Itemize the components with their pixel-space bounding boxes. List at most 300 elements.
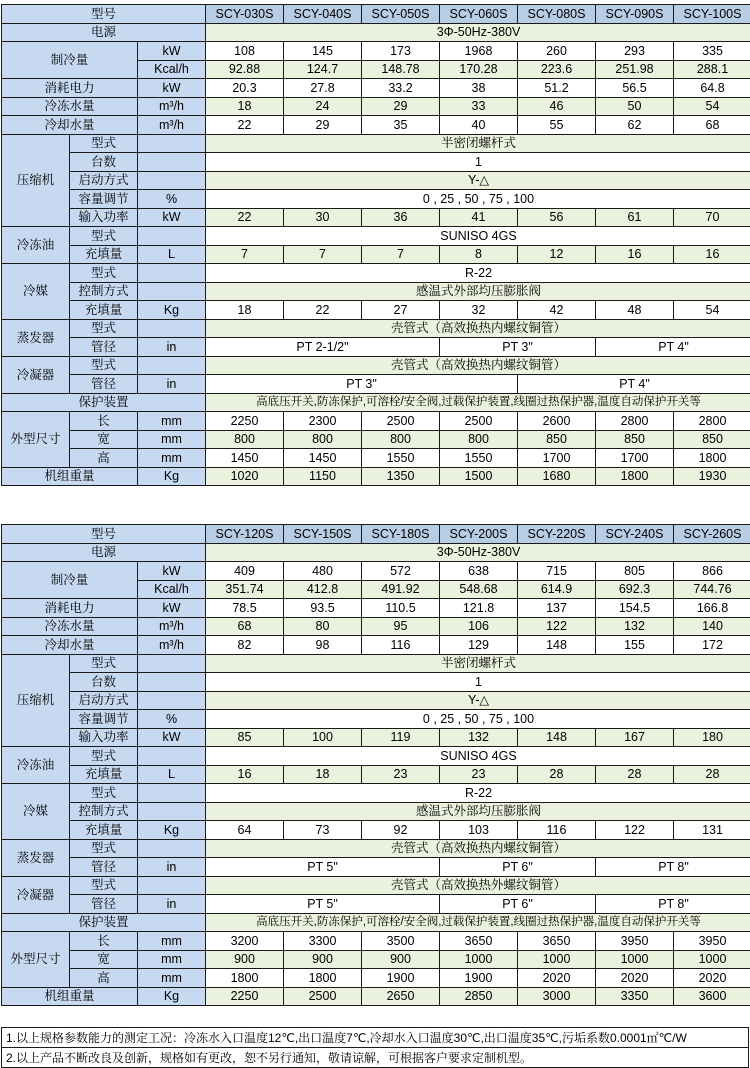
value-cell: 24 <box>284 97 362 116</box>
unit-cell: in <box>138 375 206 394</box>
row-label: 控制方式 <box>70 282 138 301</box>
model-name: SCY-180S <box>362 525 440 544</box>
value-cell: 800 <box>362 430 440 449</box>
value-cell: 480 <box>284 562 362 581</box>
table-row <box>2 227 750 246</box>
row-label: 高 <box>70 969 138 988</box>
group-label: 压缩机 <box>2 654 70 747</box>
unit-cell: Kg <box>138 467 206 486</box>
unit-cell: % <box>138 710 206 729</box>
unit-cell: mm <box>138 969 206 988</box>
row-label: 冷却水量 <box>2 116 138 135</box>
value-cell: 85 <box>206 728 284 747</box>
row-label: 机组重量 <box>2 467 138 486</box>
unit-cell: m³/h <box>138 116 206 135</box>
value-cell: 900 <box>362 950 440 969</box>
table-row <box>2 691 750 710</box>
value-cell: 744.76 <box>674 580 750 599</box>
value-cell: 23 <box>440 765 518 784</box>
unit-cell: L <box>138 765 206 784</box>
value-cell: 1000 <box>518 950 596 969</box>
row-label: 型式 <box>70 876 138 895</box>
value-cell: R-22 <box>206 264 750 283</box>
unit-cell: Kg <box>138 301 206 320</box>
model-name: SCY-100S <box>674 5 750 24</box>
model-name: SCY-150S <box>284 525 362 544</box>
value-cell: 51.2 <box>518 79 596 98</box>
value-cell: 2300 <box>284 412 362 431</box>
value-cell: 3000 <box>518 987 596 1006</box>
value-cell: 409 <box>206 562 284 581</box>
value-cell: Y-△ <box>206 171 750 190</box>
row-label: 消耗电力 <box>2 599 138 618</box>
value-cell: 2600 <box>518 412 596 431</box>
row-label: 型式 <box>70 654 138 673</box>
value-cell: 54 <box>674 97 750 116</box>
unit-cell: Kg <box>138 987 206 1006</box>
row-label: 宽 <box>70 430 138 449</box>
unit-cell: L <box>138 245 206 264</box>
value-cell: 3350 <box>596 987 674 1006</box>
value-cell: 33 <box>440 97 518 116</box>
unit-cell <box>138 802 206 821</box>
table-row <box>2 932 750 951</box>
table-row <box>2 543 750 562</box>
table-row <box>2 412 750 431</box>
unit-cell <box>138 784 206 803</box>
table-row <box>2 747 750 766</box>
value-cell: 41 <box>440 208 518 227</box>
value-cell: 7 <box>284 245 362 264</box>
value-cell: 2500 <box>440 412 518 431</box>
value-cell: 335 <box>674 42 750 61</box>
value-cell: 28 <box>674 765 750 784</box>
row-label: 型式 <box>70 839 138 858</box>
unit-cell: mm <box>138 449 206 468</box>
value-cell: 1930 <box>674 467 750 486</box>
row-label: 保护装置 <box>2 393 206 412</box>
value-cell: 2650 <box>362 987 440 1006</box>
value-cell: 100 <box>284 728 362 747</box>
notes-table <box>1 1027 749 1068</box>
model-name: SCY-060S <box>440 5 518 24</box>
unit-cell: kW <box>138 42 206 61</box>
row-label: 长 <box>70 932 138 951</box>
row-label: 管径 <box>70 858 138 877</box>
model-header: 型号 <box>2 525 206 544</box>
value-cell: 1450 <box>284 449 362 468</box>
value-cell: 20.3 <box>206 79 284 98</box>
value-cell: 572 <box>362 562 440 581</box>
value-cell: 0 , 25 , 50 , 75 , 100 <box>206 190 750 209</box>
unit-cell: Kcal/h <box>138 60 206 79</box>
row-label: 型式 <box>70 784 138 803</box>
value-cell: 1700 <box>596 449 674 468</box>
model-name: SCY-240S <box>596 525 674 544</box>
model-name: SCY-050S <box>362 5 440 24</box>
table-row <box>2 356 750 375</box>
value-cell: 62 <box>596 116 674 135</box>
unit-cell: mm <box>138 412 206 431</box>
value-cell: 40 <box>440 116 518 135</box>
value-cell: 壳管式（高效换热外螺纹铜管） <box>206 876 750 895</box>
model-name: SCY-080S <box>518 5 596 24</box>
value-cell: 2850 <box>440 987 518 1006</box>
value-cell: 壳管式（高效换热内螺纹铜管） <box>206 356 750 375</box>
value-cell: 132 <box>440 728 518 747</box>
value-cell: 108 <box>206 42 284 61</box>
value-cell: 1800 <box>284 969 362 988</box>
value-cell: 110.5 <box>362 599 440 618</box>
value-cell: 3650 <box>518 932 596 951</box>
unit-cell: in <box>138 338 206 357</box>
table-row <box>2 301 750 320</box>
value-cell: 1350 <box>362 467 440 486</box>
value-cell: 1800 <box>596 467 674 486</box>
unit-cell <box>138 654 206 673</box>
table-row <box>2 839 750 858</box>
unit-cell: m³/h <box>138 97 206 116</box>
row-label: 控制方式 <box>70 802 138 821</box>
value-cell: 170.28 <box>440 60 518 79</box>
value-cell: 2250 <box>206 987 284 1006</box>
value-cell: 70 <box>674 208 750 227</box>
value-cell: 18 <box>206 301 284 320</box>
value-cell: 感温式外部均压膨胀阀 <box>206 802 750 821</box>
value-cell: SUNISO 4GS <box>206 747 750 766</box>
unit-cell <box>138 264 206 283</box>
value-cell: 1900 <box>440 969 518 988</box>
value-cell: 900 <box>206 950 284 969</box>
row-label: 机组重量 <box>2 987 138 1006</box>
value-cell: 122 <box>596 821 674 840</box>
group-label: 蒸发器 <box>2 839 70 876</box>
value-cell: 50 <box>596 97 674 116</box>
unit-cell <box>138 227 206 246</box>
value-cell: 800 <box>284 430 362 449</box>
model-name: SCY-220S <box>518 525 596 544</box>
unit-cell: kW <box>138 599 206 618</box>
value-cell: 23 <box>362 765 440 784</box>
row-label: 充填量 <box>70 245 138 264</box>
table-row <box>2 338 750 357</box>
table-row <box>2 784 750 803</box>
value-cell: 805 <box>596 562 674 581</box>
model-header: 型号 <box>2 5 206 24</box>
value-cell: 223.6 <box>518 60 596 79</box>
group-label: 蒸发器 <box>2 319 70 356</box>
value-cell: 900 <box>284 950 362 969</box>
unit-cell: kW <box>138 79 206 98</box>
value-cell: 感温式外部均压膨胀阀 <box>206 282 750 301</box>
table-row <box>2 765 750 784</box>
value-cell: PT 2-1/2" <box>206 338 440 357</box>
row-label: 长 <box>70 412 138 431</box>
value-cell: 1550 <box>362 449 440 468</box>
table-row <box>2 467 750 486</box>
table-row <box>2 430 750 449</box>
value-cell: 3950 <box>596 932 674 951</box>
value-cell: 3300 <box>284 932 362 951</box>
value-cell: 614.9 <box>518 580 596 599</box>
table-row <box>2 821 750 840</box>
row-label: 保护装置 <box>2 913 206 932</box>
value-cell: 56.5 <box>596 79 674 98</box>
model-name: SCY-120S <box>206 525 284 544</box>
value-cell: 148.78 <box>362 60 440 79</box>
value-cell: 140 <box>674 617 750 636</box>
row-label: 型式 <box>70 319 138 338</box>
value-cell: PT 6" <box>440 895 596 914</box>
value-cell: 1900 <box>362 969 440 988</box>
value-cell: 64 <box>206 821 284 840</box>
table-row <box>2 134 750 153</box>
unit-cell <box>138 839 206 858</box>
value-cell: 122 <box>518 617 596 636</box>
value-cell: 293 <box>596 42 674 61</box>
value-cell: 148 <box>518 636 596 655</box>
unit-cell: in <box>138 858 206 877</box>
table-row <box>2 987 750 1006</box>
row-label: 冷冻水量 <box>2 617 138 636</box>
unit-cell <box>138 282 206 301</box>
value-cell: 850 <box>674 430 750 449</box>
group-label: 压缩机 <box>2 134 70 227</box>
value-cell: 73 <box>284 821 362 840</box>
value-cell: 129 <box>440 636 518 655</box>
value-cell: 1 <box>206 153 750 172</box>
row-label: 容量调节 <box>70 710 138 729</box>
value-cell: 800 <box>440 430 518 449</box>
row-label: 型式 <box>70 747 138 766</box>
group-label: 外型尺寸 <box>2 412 70 468</box>
note-text: 2.以上产品不断改良及创新，规格如有更改，恕不另行通知，敬请谅解，可根据客户要求定制机型。 <box>2 1048 749 1068</box>
table-row <box>2 319 750 338</box>
table-row <box>2 42 750 61</box>
unit-cell: kW <box>138 562 206 581</box>
value-cell: 30 <box>284 208 362 227</box>
unit-cell <box>138 691 206 710</box>
value-cell: PT 8" <box>596 858 750 877</box>
value-cell: 48 <box>596 301 674 320</box>
value-cell: 145 <box>284 42 362 61</box>
value-cell: 1700 <box>518 449 596 468</box>
value-cell: R-22 <box>206 784 750 803</box>
value-cell: PT 4" <box>518 375 750 394</box>
value-cell: 32 <box>440 301 518 320</box>
unit-cell: kW <box>138 728 206 747</box>
note-row <box>2 1048 749 1068</box>
table-row <box>2 171 750 190</box>
table-row <box>2 710 750 729</box>
table-row <box>2 728 750 747</box>
value-cell: 288.1 <box>674 60 750 79</box>
value-cell: 137 <box>518 599 596 618</box>
value-cell: 29 <box>284 116 362 135</box>
unit-cell <box>138 134 206 153</box>
value-cell: PT 4" <box>596 338 750 357</box>
row-label: 电源 <box>2 23 206 42</box>
spec-table <box>1 4 750 486</box>
value-cell: 866 <box>674 562 750 581</box>
value-cell: 46 <box>518 97 596 116</box>
unit-cell <box>138 319 206 338</box>
model-name: SCY-040S <box>284 5 362 24</box>
value-cell: 850 <box>596 430 674 449</box>
table-row <box>2 190 750 209</box>
table-row <box>2 116 750 135</box>
value-cell: 116 <box>362 636 440 655</box>
value-cell: 1020 <box>206 467 284 486</box>
value-cell: 28 <box>518 765 596 784</box>
group-label: 外型尺寸 <box>2 932 70 988</box>
value-cell: PT 3" <box>440 338 596 357</box>
unit-cell <box>138 171 206 190</box>
value-cell: 7 <box>362 245 440 264</box>
value-cell: 3200 <box>206 932 284 951</box>
row-label: 冷却水量 <box>2 636 138 655</box>
group-label: 冷冻油 <box>2 227 70 264</box>
value-cell: 491.92 <box>362 580 440 599</box>
value-cell: 28 <box>596 765 674 784</box>
unit-cell <box>138 747 206 766</box>
table-row <box>2 950 750 969</box>
table-row <box>2 913 750 932</box>
table-row <box>2 599 750 618</box>
value-cell: 22 <box>284 301 362 320</box>
value-cell: 27.8 <box>284 79 362 98</box>
row-label: 台数 <box>70 153 138 172</box>
table-row <box>2 375 750 394</box>
row-label: 管径 <box>70 338 138 357</box>
row-label: 启动方式 <box>70 171 138 190</box>
value-cell: 106 <box>440 617 518 636</box>
value-cell: 93.5 <box>284 599 362 618</box>
value-cell: 16 <box>206 765 284 784</box>
value-cell: 12 <box>518 245 596 264</box>
model-name: SCY-200S <box>440 525 518 544</box>
value-cell: PT 5" <box>206 895 440 914</box>
value-cell: 1000 <box>596 950 674 969</box>
table-row <box>2 654 750 673</box>
value-cell: Y-△ <box>206 691 750 710</box>
model-name: SCY-030S <box>206 5 284 24</box>
unit-cell: mm <box>138 932 206 951</box>
value-cell: 167 <box>596 728 674 747</box>
value-cell: 16 <box>674 245 750 264</box>
value-cell: 2800 <box>674 412 750 431</box>
value-cell: 155 <box>596 636 674 655</box>
group-label: 冷凝器 <box>2 876 70 913</box>
row-label: 制冷量 <box>2 562 138 599</box>
group-label: 冷媒 <box>2 784 70 840</box>
unit-cell: Kcal/h <box>138 580 206 599</box>
value-cell: 82 <box>206 636 284 655</box>
value-cell: 1150 <box>284 467 362 486</box>
row-label: 型式 <box>70 264 138 283</box>
table-row <box>2 636 750 655</box>
unit-cell: m³/h <box>138 636 206 655</box>
value-cell: 35 <box>362 116 440 135</box>
table-row <box>2 876 750 895</box>
value-cell: 高底压开关,防冻保护,可溶栓/安全阀,过载保护装置,线圈过热保护器,温度自动保护开关等 <box>206 913 750 932</box>
value-cell: 172 <box>674 636 750 655</box>
value-cell: PT 5" <box>206 858 440 877</box>
group-label: 冷凝器 <box>2 356 70 393</box>
table-row <box>2 79 750 98</box>
value-cell: 壳管式（高效换热内螺纹铜管） <box>206 839 750 858</box>
value-cell: 1000 <box>674 950 750 969</box>
value-cell: 2800 <box>596 412 674 431</box>
unit-cell: in <box>138 895 206 914</box>
value-cell: 1800 <box>674 449 750 468</box>
value-cell: 131 <box>674 821 750 840</box>
value-cell: 715 <box>518 562 596 581</box>
value-cell: 68 <box>206 617 284 636</box>
value-cell: 173 <box>362 42 440 61</box>
value-cell: 1 <box>206 673 750 692</box>
table-row <box>2 282 750 301</box>
value-cell: 68 <box>674 116 750 135</box>
value-cell: 36 <box>362 208 440 227</box>
spec-table <box>1 524 750 1006</box>
row-label: 充填量 <box>70 765 138 784</box>
row-label: 管径 <box>70 895 138 914</box>
value-cell: 55 <box>518 116 596 135</box>
table-row <box>2 858 750 877</box>
value-cell: 800 <box>206 430 284 449</box>
table-row <box>2 617 750 636</box>
table-row <box>2 673 750 692</box>
value-cell: 251.98 <box>596 60 674 79</box>
row-label: 容量调节 <box>70 190 138 209</box>
value-cell: PT 3" <box>206 375 518 394</box>
row-label: 消耗电力 <box>2 79 138 98</box>
table-row <box>2 449 750 468</box>
value-cell: 64.8 <box>674 79 750 98</box>
table-row <box>2 969 750 988</box>
unit-cell: Kg <box>138 821 206 840</box>
value-cell: 148 <box>518 728 596 747</box>
value-cell: 92 <box>362 821 440 840</box>
value-cell: 78.5 <box>206 599 284 618</box>
unit-cell: % <box>138 190 206 209</box>
table-row <box>2 208 750 227</box>
value-cell: SUNISO 4GS <box>206 227 750 246</box>
table-row <box>2 97 750 116</box>
value-cell: 半密闭螺杆式 <box>206 134 750 153</box>
value-cell: 29 <box>362 97 440 116</box>
value-cell: 103 <box>440 821 518 840</box>
row-label: 冷冻水量 <box>2 97 138 116</box>
model-name: SCY-260S <box>674 525 750 544</box>
table-row <box>2 895 750 914</box>
value-cell: 3Φ-50Hz-380V <box>206 23 750 42</box>
row-label: 型式 <box>70 134 138 153</box>
note-row <box>2 1028 749 1048</box>
value-cell: 95 <box>362 617 440 636</box>
row-label: 充填量 <box>70 821 138 840</box>
row-label: 电源 <box>2 543 206 562</box>
value-cell: 2500 <box>362 412 440 431</box>
unit-cell <box>138 153 206 172</box>
value-cell: 850 <box>518 430 596 449</box>
value-cell: 22 <box>206 116 284 135</box>
value-cell: 1550 <box>440 449 518 468</box>
value-cell: 56 <box>518 208 596 227</box>
value-cell: 1500 <box>440 467 518 486</box>
value-cell: 3600 <box>674 987 750 1006</box>
